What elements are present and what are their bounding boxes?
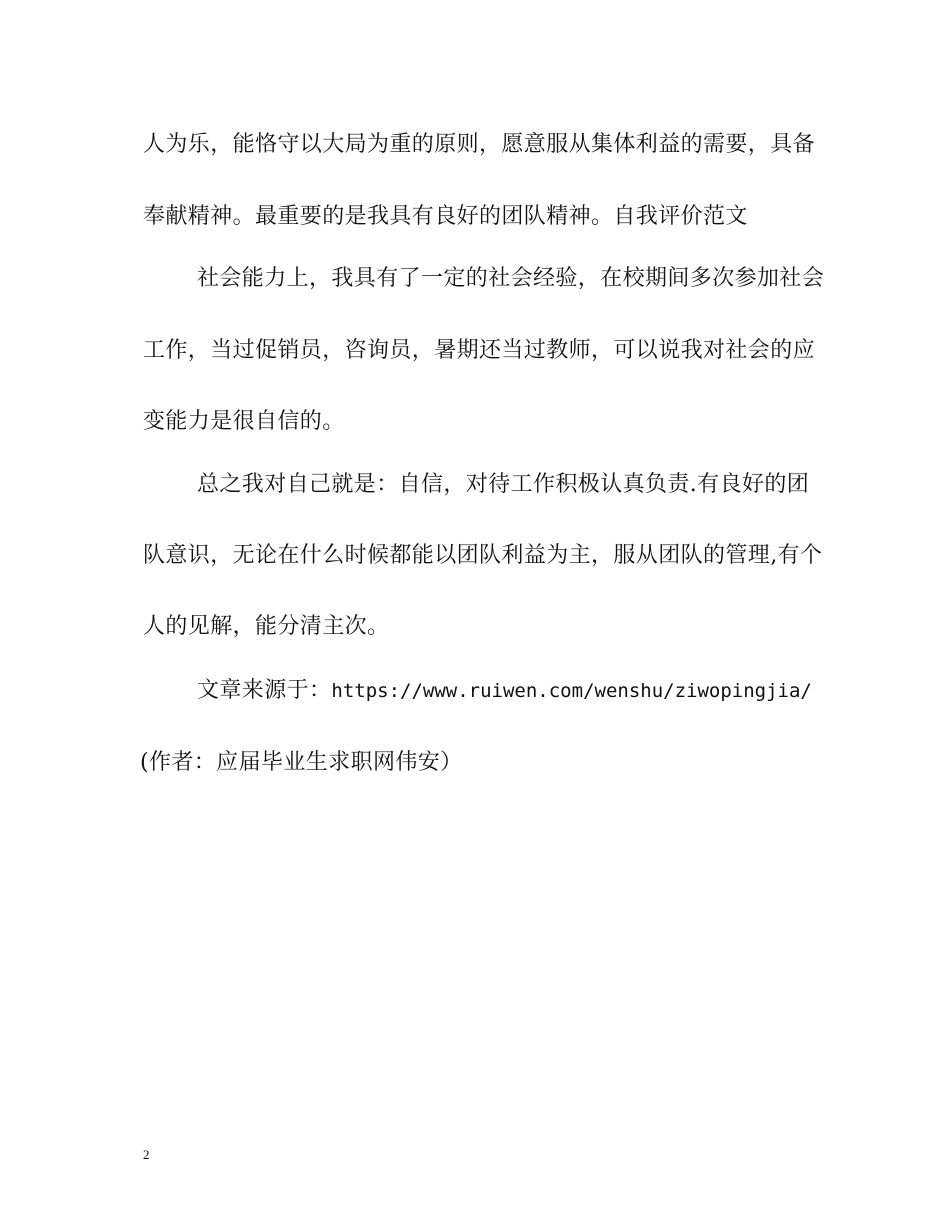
author-line: (作者：应届毕业生求职网伟安）	[140, 750, 463, 775]
source-line	[197, 676, 812, 706]
paragraph-line: 奉献精神。最重要的是我具有良好的团队精神。自我评价范文	[143, 204, 748, 229]
paragraph-line: 队意识，无论在什么时候都能以团队利益为主，服从团队的管理,有个	[143, 543, 823, 568]
paragraph-line: 工作，当过促销员，咨询员，暑期还当过教师，可以说我对社会的应	[143, 338, 816, 363]
page-number: 2	[143, 1147, 150, 1162]
paragraph-line: 人的见解，能分清主次。	[143, 614, 390, 639]
paragraph-line: 社会能力上，我具有了一定的社会经验，在校期间多次参加社会	[197, 266, 825, 291]
paragraph-line: 人为乐，能恪守以大局为重的原则，愿意服从集体利益的需要，具备	[143, 132, 816, 157]
source-label: 文章来源于：	[197, 678, 332, 703]
paragraph-line: 总之我对自己就是：自信，对待工作积极认真负责.有良好的团	[197, 472, 810, 497]
paragraph-line: 变能力是很自信的。	[143, 409, 345, 434]
source-url[interactable]: https://www.ruiwen.com/wenshu/ziwopingjia/	[331, 680, 812, 702]
